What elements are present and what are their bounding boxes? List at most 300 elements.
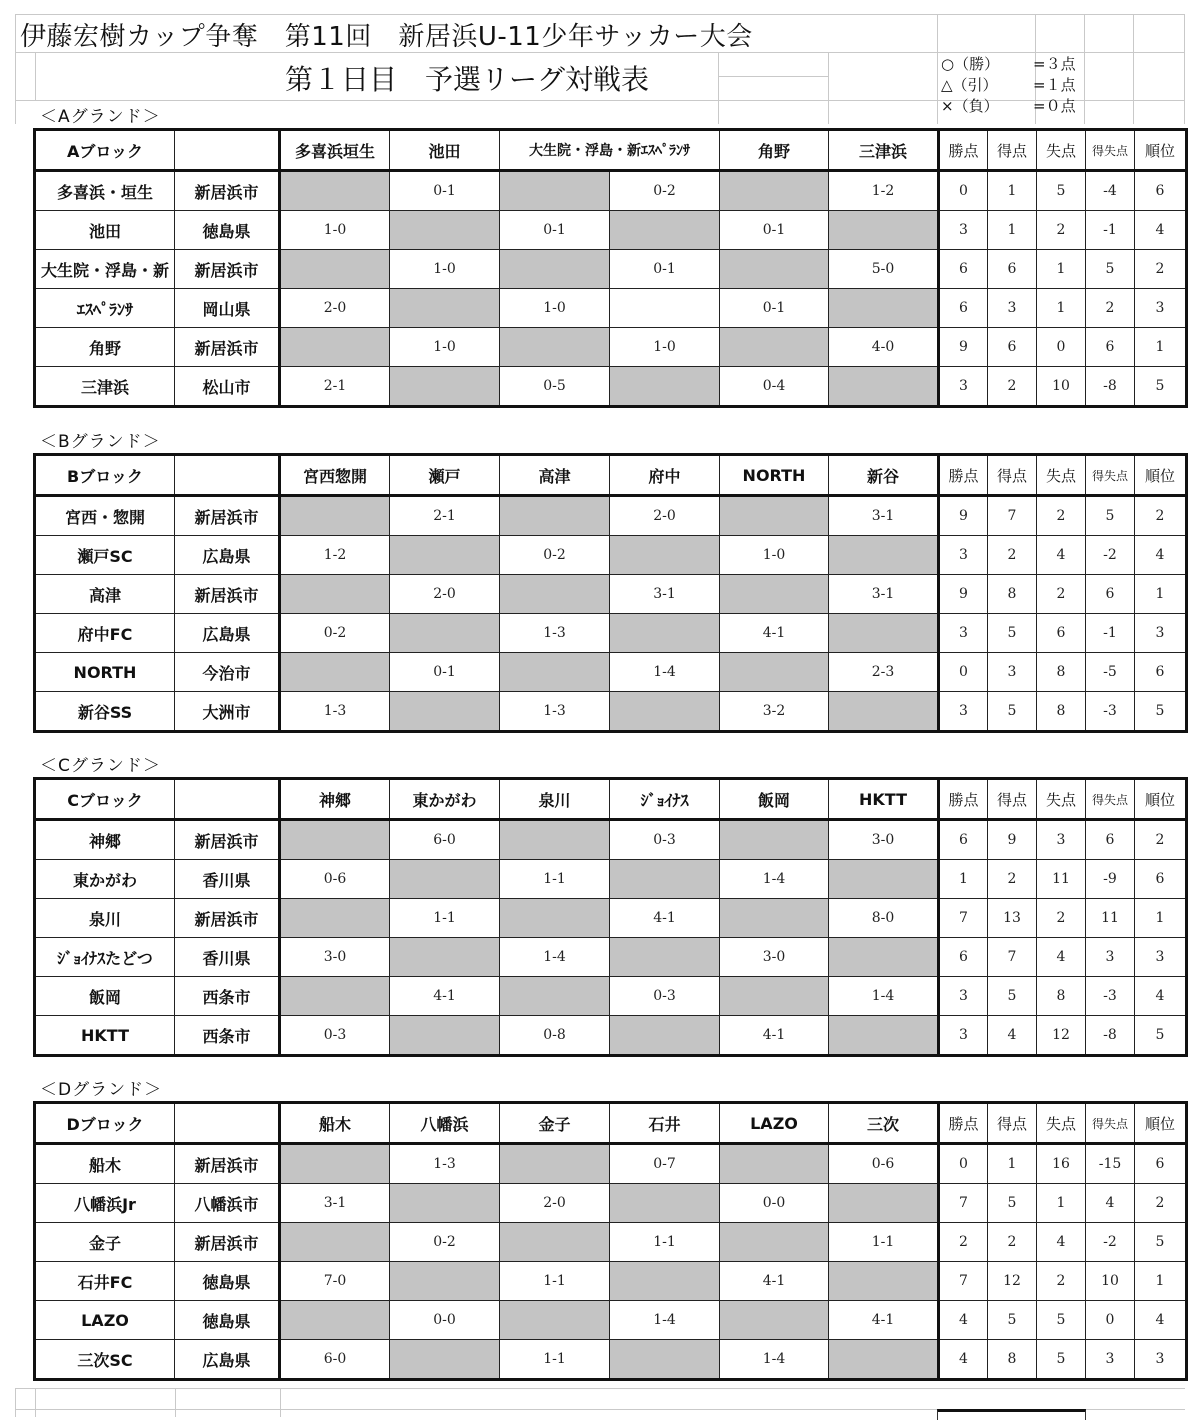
match-score	[610, 367, 720, 407]
bottom-box	[937, 1409, 1086, 1420]
match-score	[500, 1144, 610, 1184]
goals-for: 8	[988, 575, 1037, 614]
match-score: 1-1	[610, 1223, 720, 1262]
match-score: 5-0	[829, 250, 939, 289]
stat-header: 得点	[988, 1103, 1037, 1144]
grid-line	[15, 1388, 16, 1417]
win-points: 3	[939, 614, 988, 653]
team-prefecture: 徳島県	[175, 211, 280, 250]
match-score	[829, 1340, 939, 1380]
match-score	[280, 1144, 390, 1184]
match-score	[610, 289, 720, 328]
block-name: Dブロック	[35, 1103, 175, 1144]
goals-against: 8	[1037, 692, 1086, 732]
opponent-header: 神郷	[280, 779, 390, 820]
win-points: 3	[939, 211, 988, 250]
rank: 4	[1135, 977, 1187, 1016]
match-score	[720, 171, 829, 211]
table-row	[35, 1301, 1187, 1340]
legend-row-loss	[938, 94, 1088, 115]
opponent-header: 船木	[280, 1103, 390, 1144]
opponent-header: 金子	[500, 1103, 610, 1144]
match-score	[610, 1184, 720, 1223]
match-score: 1-0	[610, 328, 720, 367]
match-score: 2-1	[390, 496, 500, 536]
match-score	[720, 653, 829, 692]
match-score	[720, 820, 829, 860]
block-table	[33, 777, 1188, 1057]
win-points: 2	[939, 1223, 988, 1262]
page-subtitle: 第１日目 予選リーグ対戦表	[285, 63, 650, 96]
team-name: 石井FC	[35, 1262, 175, 1301]
goals-for: 7	[988, 938, 1037, 977]
match-score: 0-1	[720, 211, 829, 250]
table-row	[35, 614, 1187, 653]
opponent-header: 池田	[390, 130, 500, 171]
goals-against: 2	[1037, 575, 1086, 614]
goals-for: 5	[988, 614, 1037, 653]
match-score	[610, 211, 720, 250]
opponent-header: 東かがわ	[390, 779, 500, 820]
grid-line	[280, 1388, 281, 1417]
match-score	[829, 938, 939, 977]
match-score	[280, 1223, 390, 1262]
win-points: 3	[939, 367, 988, 407]
stat-header: 勝点	[939, 455, 988, 496]
match-score: 1-0	[390, 328, 500, 367]
goals-against: 5	[1037, 1340, 1086, 1380]
win-points: 3	[939, 1016, 988, 1056]
team-prefecture: 新居浜市	[175, 1223, 280, 1262]
goal-difference: 3	[1086, 1340, 1135, 1380]
goal-difference: -4	[1086, 171, 1135, 211]
match-score: 0-2	[390, 1223, 500, 1262]
match-score: 1-3	[500, 692, 610, 732]
team-name: 大生院・浮島・新	[35, 250, 175, 289]
match-score	[280, 250, 390, 289]
team-name: 船木	[35, 1144, 175, 1184]
match-score	[610, 1262, 720, 1301]
match-score	[720, 250, 829, 289]
match-score	[829, 536, 939, 575]
match-score: 1-4	[720, 1340, 829, 1380]
match-score: 0-7	[610, 1144, 720, 1184]
goals-against: 6	[1037, 614, 1086, 653]
team-name: 瀬戸SC	[35, 536, 175, 575]
header-row	[35, 455, 1187, 496]
goals-for: 3	[988, 289, 1037, 328]
match-score	[280, 977, 390, 1016]
block-table	[33, 128, 1188, 408]
block-name: Cブロック	[35, 779, 175, 820]
goals-for: 5	[988, 977, 1037, 1016]
match-score: 1-1	[500, 1340, 610, 1380]
opponent-header: 三次	[829, 1103, 939, 1144]
rank: 5	[1135, 1223, 1187, 1262]
table-row	[35, 367, 1187, 407]
match-score: 3-0	[829, 820, 939, 860]
match-score: 6-0	[280, 1340, 390, 1380]
match-score	[720, 575, 829, 614]
match-score: 0-1	[720, 289, 829, 328]
goals-against: 11	[1037, 860, 1086, 899]
table-row	[35, 1223, 1187, 1262]
stat-header: 勝点	[939, 130, 988, 171]
goals-against: 2	[1037, 496, 1086, 536]
goal-difference: -1	[1086, 211, 1135, 250]
goals-for: 13	[988, 899, 1037, 938]
goals-against: 4	[1037, 938, 1086, 977]
rank: 1	[1135, 1262, 1187, 1301]
team-name: 飯岡	[35, 977, 175, 1016]
win-points: 3	[939, 977, 988, 1016]
block-table	[33, 453, 1188, 733]
match-score	[280, 496, 390, 536]
rank: 2	[1135, 820, 1187, 860]
team-prefecture: 新居浜市	[175, 328, 280, 367]
grid-line	[1184, 14, 1185, 124]
match-score	[829, 1262, 939, 1301]
goal-difference: -9	[1086, 860, 1135, 899]
stat-header: 順位	[1135, 779, 1187, 820]
team-prefecture: 西条市	[175, 1016, 280, 1056]
match-score: 2-0	[500, 1184, 610, 1223]
match-score: 1-0	[280, 211, 390, 250]
table-row	[35, 1340, 1187, 1380]
team-prefecture: 新居浜市	[175, 171, 280, 211]
goals-for: 2	[988, 1223, 1037, 1262]
match-score: 4-0	[829, 328, 939, 367]
match-score	[829, 692, 939, 732]
match-score: 7-0	[280, 1262, 390, 1301]
rank: 1	[1135, 328, 1187, 367]
team-name: 三津浜	[35, 367, 175, 407]
match-score: 1-3	[280, 692, 390, 732]
team-name: 多喜浜・垣生	[35, 171, 175, 211]
win-points: 9	[939, 575, 988, 614]
rank: 4	[1135, 1301, 1187, 1340]
stat-header: 得失点	[1086, 455, 1135, 496]
goal-difference: -2	[1086, 1223, 1135, 1262]
match-score	[500, 328, 610, 367]
team-prefecture: 松山市	[175, 367, 280, 407]
match-score	[390, 1262, 500, 1301]
win-points: 1	[939, 860, 988, 899]
team-name: 新谷SS	[35, 692, 175, 732]
table-row	[35, 899, 1187, 938]
match-score: 0-2	[610, 171, 720, 211]
opponent-header: NORTH	[720, 455, 829, 496]
stat-header: 失点	[1037, 455, 1086, 496]
goals-against: 4	[1037, 536, 1086, 575]
team-name: 角野	[35, 328, 175, 367]
match-score: 1-1	[390, 899, 500, 938]
legend-points: =３点	[1033, 55, 1076, 73]
legend-symbol: ×（負）	[941, 97, 999, 115]
goals-for: 9	[988, 820, 1037, 860]
goals-for: 1	[988, 171, 1037, 211]
match-score: 1-0	[500, 289, 610, 328]
match-score	[280, 171, 390, 211]
goals-against: 8	[1037, 977, 1086, 1016]
match-score	[829, 614, 939, 653]
match-score: 2-0	[280, 289, 390, 328]
stat-header: 失点	[1037, 130, 1086, 171]
legend-symbol: ○（勝）	[941, 55, 1000, 73]
goals-for: 3	[988, 653, 1037, 692]
match-score	[829, 1016, 939, 1056]
match-score: 1-3	[390, 1144, 500, 1184]
table-row	[35, 1184, 1187, 1223]
block-name: Bブロック	[35, 455, 175, 496]
goals-against: 4	[1037, 1223, 1086, 1262]
team-prefecture: 広島県	[175, 536, 280, 575]
goals-for: 1	[988, 211, 1037, 250]
match-score	[829, 367, 939, 407]
goal-difference: -15	[1086, 1144, 1135, 1184]
win-points: 4	[939, 1301, 988, 1340]
match-score	[500, 496, 610, 536]
goal-difference: 6	[1086, 820, 1135, 860]
match-score: 0-1	[500, 211, 610, 250]
table-row	[35, 653, 1187, 692]
goals-against: 5	[1037, 171, 1086, 211]
match-score: 0-0	[720, 1184, 829, 1223]
goals-against: 10	[1037, 367, 1086, 407]
rank: 5	[1135, 692, 1187, 732]
rank: 6	[1135, 653, 1187, 692]
goals-against: 0	[1037, 328, 1086, 367]
match-score	[390, 1340, 500, 1380]
header-blank	[175, 1103, 280, 1144]
match-score: 3-1	[610, 575, 720, 614]
match-score	[720, 1301, 829, 1340]
goal-difference: 6	[1086, 575, 1135, 614]
table-row	[35, 820, 1187, 860]
grid-line	[718, 52, 719, 124]
table-row	[35, 977, 1187, 1016]
team-prefecture: 岡山県	[175, 289, 280, 328]
win-points: 7	[939, 1184, 988, 1223]
goal-difference: -3	[1086, 977, 1135, 1016]
match-score	[500, 575, 610, 614]
win-points: 7	[939, 899, 988, 938]
win-points: 6	[939, 250, 988, 289]
team-prefecture: 香川県	[175, 860, 280, 899]
match-score: 0-3	[280, 1016, 390, 1056]
goal-difference: 2	[1086, 289, 1135, 328]
rank: 4	[1135, 536, 1187, 575]
team-prefecture: 新居浜市	[175, 1144, 280, 1184]
goal-difference: 3	[1086, 938, 1135, 977]
goal-difference: -3	[1086, 692, 1135, 732]
match-score: 4-1	[720, 1016, 829, 1056]
goals-for: 6	[988, 328, 1037, 367]
goal-difference: -5	[1086, 653, 1135, 692]
win-points: 3	[939, 692, 988, 732]
match-score: 3-1	[829, 496, 939, 536]
team-prefecture: 徳島県	[175, 1262, 280, 1301]
stat-header: 得点	[988, 779, 1037, 820]
match-score	[280, 1301, 390, 1340]
table-row	[35, 1144, 1187, 1184]
team-name: 府中FC	[35, 614, 175, 653]
opponent-header: ｼﾞｮｲﾅｽ	[610, 779, 720, 820]
header-blank	[175, 130, 280, 171]
header-row	[35, 779, 1187, 820]
grid-line	[35, 1388, 36, 1417]
match-score	[500, 1223, 610, 1262]
goal-difference: -8	[1086, 1016, 1135, 1056]
match-score	[390, 211, 500, 250]
rank: 5	[1135, 367, 1187, 407]
match-score	[500, 171, 610, 211]
stat-header: 順位	[1135, 130, 1187, 171]
opponent-header: 宮西惣開	[280, 455, 390, 496]
match-score	[720, 496, 829, 536]
stat-header: 順位	[1135, 1103, 1187, 1144]
goals-for: 8	[988, 1340, 1037, 1380]
ground-label: ＜Dグランド＞	[40, 1080, 163, 1100]
match-score: 0-0	[390, 1301, 500, 1340]
goals-for: 5	[988, 1184, 1037, 1223]
rank: 2	[1135, 1184, 1187, 1223]
block-table	[33, 1101, 1188, 1381]
goals-against: 16	[1037, 1144, 1086, 1184]
header-row	[35, 130, 1187, 171]
team-prefecture: 広島県	[175, 1340, 280, 1380]
match-score	[829, 289, 939, 328]
match-score	[720, 977, 829, 1016]
goals-for: 7	[988, 496, 1037, 536]
match-score	[280, 575, 390, 614]
match-score: 2-0	[390, 575, 500, 614]
team-name: ｴｽﾍﾟﾗﾝｻ	[35, 289, 175, 328]
stat-header: 失点	[1037, 1103, 1086, 1144]
win-points: 9	[939, 328, 988, 367]
goals-against: 12	[1037, 1016, 1086, 1056]
team-name: 三次SC	[35, 1340, 175, 1380]
rank: 6	[1135, 1144, 1187, 1184]
opponent-header: 瀬戸	[390, 455, 500, 496]
match-score	[280, 820, 390, 860]
rank: 3	[1135, 289, 1187, 328]
goal-difference: 6	[1086, 328, 1135, 367]
match-score: 3-1	[280, 1184, 390, 1223]
match-score	[610, 692, 720, 732]
goals-for: 1	[988, 1144, 1037, 1184]
match-score: 1-4	[500, 938, 610, 977]
team-prefecture: 新居浜市	[175, 820, 280, 860]
team-prefecture: 徳島県	[175, 1301, 280, 1340]
goals-against: 1	[1037, 289, 1086, 328]
grid-line	[828, 52, 829, 124]
match-score: 2-3	[829, 653, 939, 692]
team-name: 宮西・惣開	[35, 496, 175, 536]
win-points: 6	[939, 938, 988, 977]
legend-symbol: △（引）	[941, 76, 998, 94]
opponent-header: 泉川	[500, 779, 610, 820]
team-name: 金子	[35, 1223, 175, 1262]
opponent-header: 八幡浜	[390, 1103, 500, 1144]
team-prefecture: 新居浜市	[175, 496, 280, 536]
stat-header: 得失点	[1086, 1103, 1135, 1144]
match-score: 3-1	[829, 575, 939, 614]
match-score	[720, 1144, 829, 1184]
team-name: HKTT	[35, 1016, 175, 1056]
match-score	[280, 328, 390, 367]
goals-against: 5	[1037, 1301, 1086, 1340]
match-score	[390, 860, 500, 899]
match-score: 1-4	[720, 860, 829, 899]
win-points: 9	[939, 496, 988, 536]
match-score	[280, 653, 390, 692]
match-score	[500, 820, 610, 860]
goals-for: 2	[988, 860, 1037, 899]
table-row	[35, 938, 1187, 977]
rank: 2	[1135, 496, 1187, 536]
match-score	[390, 367, 500, 407]
match-score	[280, 899, 390, 938]
match-score	[610, 1340, 720, 1380]
match-score: 0-1	[390, 653, 500, 692]
legend-points: =０点	[1033, 97, 1076, 115]
rank: 4	[1135, 211, 1187, 250]
match-score: 0-5	[500, 367, 610, 407]
match-score: 0-2	[500, 536, 610, 575]
ground-label: ＜Cグランド＞	[40, 756, 161, 776]
opponent-header: 新谷	[829, 455, 939, 496]
legend-row-win	[938, 52, 1088, 73]
rank: 3	[1135, 938, 1187, 977]
grid-line	[15, 1388, 1185, 1389]
goals-for: 4	[988, 1016, 1037, 1056]
goal-difference: 11	[1086, 899, 1135, 938]
grid-line	[15, 14, 16, 124]
grid-line	[1133, 14, 1134, 124]
match-score: 0-1	[390, 171, 500, 211]
match-score	[829, 211, 939, 250]
match-score: 0-8	[500, 1016, 610, 1056]
match-score	[829, 860, 939, 899]
match-score: 1-4	[829, 977, 939, 1016]
match-score: 1-4	[610, 1301, 720, 1340]
match-score: 0-4	[720, 367, 829, 407]
match-score	[720, 1223, 829, 1262]
match-score: 0-2	[280, 614, 390, 653]
table-row	[35, 536, 1187, 575]
match-score	[390, 938, 500, 977]
table-row	[35, 328, 1187, 367]
table-row	[35, 1016, 1187, 1056]
match-score: 1-0	[390, 250, 500, 289]
match-score: 0-6	[280, 860, 390, 899]
goals-for: 2	[988, 367, 1037, 407]
stat-header: 勝点	[939, 779, 988, 820]
goal-difference: -2	[1086, 536, 1135, 575]
rank: 1	[1135, 575, 1187, 614]
ground-label: ＜Bグランド＞	[40, 432, 161, 452]
match-score	[500, 899, 610, 938]
match-score	[390, 614, 500, 653]
win-points: 7	[939, 1262, 988, 1301]
legend-row-draw	[938, 73, 1088, 94]
header-row	[35, 1103, 1187, 1144]
goals-against: 8	[1037, 653, 1086, 692]
team-prefecture: 八幡浜市	[175, 1184, 280, 1223]
team-prefecture: 新居浜市	[175, 899, 280, 938]
opponent-header: 角野	[720, 130, 829, 171]
